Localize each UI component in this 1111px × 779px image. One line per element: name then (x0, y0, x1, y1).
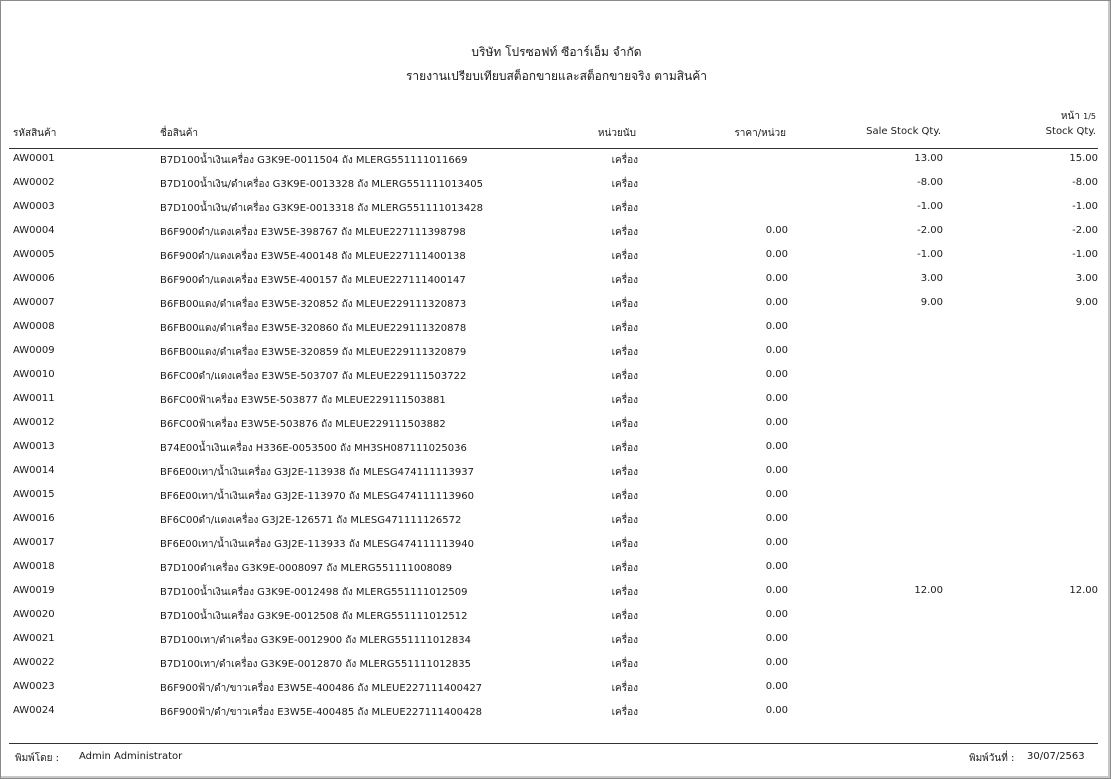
item-price: 0.00 (765, 633, 788, 644)
item-unit: เครื่อง (611, 611, 638, 622)
table-row (1, 345, 1111, 369)
item-name: B6F900ดำ/แดงเครื่อง E3W5E-400148 ถัง MLEUE227111400138 (160, 251, 466, 262)
item-name: B6F900ดำ/แดงเครื่อง E3W5E-400157 ถัง MLEUE227111400147 (160, 275, 466, 286)
item-sale-qty: 9.00 (920, 297, 943, 308)
item-name: B74E00น้ำเงินเครื่อง H336E-0053500 ถัง MH3SH087111025036 (160, 443, 467, 454)
item-unit: เครื่อง (611, 347, 638, 358)
item-price: 0.00 (765, 561, 788, 572)
item-code: AW0020 (13, 609, 55, 620)
item-price: 0.00 (765, 369, 788, 380)
table-row (1, 537, 1111, 561)
table-row (1, 561, 1111, 585)
item-stock-qty: 15.00 (1069, 153, 1098, 164)
item-price: 0.00 (765, 513, 788, 524)
col-header-stock-qty: Stock Qty. (1045, 126, 1096, 137)
item-unit: เครื่อง (611, 371, 638, 382)
table-row (1, 201, 1111, 225)
item-name: B7D100น้ำเงินเครื่อง G3K9E-0012498 ถัง MLERG551111012509 (160, 587, 468, 598)
item-unit: เครื่อง (611, 659, 638, 670)
item-price: 0.00 (765, 249, 788, 260)
item-price: 0.00 (765, 489, 788, 500)
item-name: B6F900ฟ้า/ดำ/ขาวเครื่อง E3W5E-400485 ถัง MLEUE227111400428 (160, 707, 483, 718)
item-unit: เครื่อง (611, 203, 638, 214)
header-divider (9, 148, 1098, 149)
item-code: AW0014 (13, 465, 55, 476)
item-price: 0.00 (765, 441, 788, 452)
table-row (1, 225, 1111, 249)
item-unit: เครื่อง (611, 707, 638, 718)
item-stock-qty: 9.00 (1075, 297, 1098, 308)
item-unit: เครื่อง (611, 683, 638, 694)
item-unit: เครื่อง (611, 419, 638, 430)
table-row (1, 633, 1111, 657)
item-code: AW0007 (13, 297, 55, 308)
item-stock-qty: -1.00 (1072, 249, 1098, 260)
item-name: BF6E00เทา/น้ำเงินเครื่อง G3J2E-113938 ถัง MLESG474111113937 (160, 467, 474, 478)
item-code: AW0015 (13, 489, 55, 500)
table-row (1, 273, 1111, 297)
item-unit: เครื่อง (611, 443, 638, 454)
item-price: 0.00 (765, 393, 788, 404)
printed-date-value: 30/07/2563 (1027, 751, 1085, 762)
item-unit: เครื่อง (611, 323, 638, 334)
item-unit: เครื่อง (611, 251, 638, 262)
col-header-code: รหัสสินค้า (13, 128, 57, 139)
item-name: B6FC00ฟ้าเครื่อง E3W5E-503877 ถัง MLEUE229111503881 (160, 395, 446, 406)
table-row (1, 417, 1111, 441)
item-unit: เครื่อง (611, 539, 638, 550)
item-stock-qty: 12.00 (1069, 585, 1098, 596)
item-name: B7D100น้ำเงินเครื่อง G3K9E-0011504 ถัง MLERG551111011669 (160, 155, 468, 166)
item-price: 0.00 (765, 273, 788, 284)
table-row (1, 681, 1111, 705)
item-sale-qty: 12.00 (914, 585, 943, 596)
footer-divider (9, 743, 1098, 744)
item-unit: เครื่อง (611, 635, 638, 646)
item-price: 0.00 (765, 465, 788, 476)
item-code: AW0023 (13, 681, 55, 692)
item-sale-qty: 13.00 (914, 153, 943, 164)
item-unit: เครื่อง (611, 515, 638, 526)
item-unit: เครื่อง (611, 227, 638, 238)
table-row (1, 465, 1111, 489)
item-name: B7D100น้ำเงิน/ดำเครื่อง G3K9E-0013328 ถัง MLERG551111013405 (160, 179, 483, 190)
item-stock-qty: 3.00 (1075, 273, 1098, 284)
item-code: AW0003 (13, 201, 55, 212)
col-header-sale-qty: Sale Stock Qty. (866, 126, 941, 137)
page-label: หน้า (1060, 111, 1080, 122)
printed-by-label: พิมพ์โดย : (15, 753, 60, 764)
item-price: 0.00 (765, 537, 788, 548)
table-row (1, 705, 1111, 729)
table-row (1, 177, 1111, 201)
item-code: AW0011 (13, 393, 55, 404)
table-row (1, 609, 1111, 633)
item-unit: เครื่อง (611, 395, 638, 406)
page-value: 1/5 (1083, 112, 1096, 121)
table-row (1, 657, 1111, 681)
item-unit: เครื่อง (611, 299, 638, 310)
item-unit: เครื่อง (611, 467, 638, 478)
item-name: B6FB00แดง/ดำเครื่อง E3W5E-320852 ถัง MLEUE229111320873 (160, 299, 467, 310)
col-header-name: ชื่อสินค้า (160, 128, 199, 139)
item-price: 0.00 (765, 417, 788, 428)
item-name: B7D100น้ำเงิน/ดำเครื่อง G3K9E-0013318 ถัง MLERG551111013428 (160, 203, 483, 214)
item-name: BF6E00เทา/น้ำเงินเครื่อง G3J2E-113970 ถัง MLESG474111113960 (160, 491, 474, 502)
report-title: รายงานเปรียบเทียบสต็อกขายและสต็อกขายจริง ตามสินค้า (405, 69, 708, 83)
col-header-unit: หน่วยนับ (597, 128, 636, 139)
item-code: AW0002 (13, 177, 55, 188)
item-name: BF6C00ดำ/แดงเครื่อง G3J2E-126571 ถัง MLESG471111126572 (160, 515, 462, 526)
item-code: AW0022 (13, 657, 55, 668)
item-stock-qty: -8.00 (1072, 177, 1098, 188)
table-row (1, 513, 1111, 537)
table-row (1, 297, 1111, 321)
item-code: AW0012 (13, 417, 55, 428)
item-sale-qty: -2.00 (917, 225, 943, 236)
item-name: BF6E00เทา/น้ำเงินเครื่อง G3J2E-113933 ถัง MLESG474111113940 (160, 539, 474, 550)
company-name: บริษัท โปรซอฟท์ ซีอาร์เอ็ม จำกัด (471, 45, 642, 59)
item-sale-qty: -1.00 (917, 249, 943, 260)
item-code: AW0013 (13, 441, 55, 452)
item-name: B6FB00แดง/ดำเครื่อง E3W5E-320859 ถัง MLEUE229111320879 (160, 347, 467, 358)
item-code: AW0010 (13, 369, 55, 380)
item-unit: เครื่อง (611, 587, 638, 598)
item-sale-qty: -1.00 (917, 201, 943, 212)
item-code: AW0005 (13, 249, 55, 260)
table-row (1, 393, 1111, 417)
item-price: 0.00 (765, 297, 788, 308)
item-name: B6FB00แดง/ดำเครื่อง E3W5E-320860 ถัง MLEUE229111320878 (160, 323, 467, 334)
item-price: 0.00 (765, 225, 788, 236)
item-sale-qty: 3.00 (920, 273, 943, 284)
item-code: AW0008 (13, 321, 55, 332)
item-price: 0.00 (765, 657, 788, 668)
item-code: AW0017 (13, 537, 55, 548)
table-row (1, 321, 1111, 345)
item-name: B6F900ดำ/แดงเครื่อง E3W5E-398767 ถัง MLEUE227111398798 (160, 227, 466, 238)
item-price: 0.00 (765, 345, 788, 356)
item-unit: เครื่อง (611, 275, 638, 286)
col-header-price: ราคา/หน่วย (734, 128, 786, 139)
item-unit: เครื่อง (611, 491, 638, 502)
page-number (1061, 109, 1096, 124)
item-stock-qty: -2.00 (1072, 225, 1098, 236)
item-code: AW0001 (13, 153, 55, 164)
table-row (1, 249, 1111, 273)
table-row (1, 489, 1111, 513)
item-name: B6F900ฟ้า/ดำ/ขาวเครื่อง E3W5E-400486 ถัง MLEUE227111400427 (160, 683, 483, 694)
item-code: AW0004 (13, 225, 55, 236)
item-price: 0.00 (765, 585, 788, 596)
table-row (1, 153, 1111, 177)
item-code: AW0024 (13, 705, 55, 716)
item-sale-qty: -8.00 (917, 177, 943, 188)
item-price: 0.00 (765, 705, 788, 716)
item-code: AW0009 (13, 345, 55, 356)
item-price: 0.00 (765, 681, 788, 692)
printed-by-value: Admin Administrator (79, 751, 183, 762)
table-row (1, 585, 1111, 609)
item-price: 0.00 (765, 609, 788, 620)
printed-date-label: พิมพ์วันที่ : (969, 753, 1015, 764)
item-unit: เครื่อง (611, 155, 638, 166)
table-row (1, 441, 1111, 465)
item-code: AW0006 (13, 273, 55, 284)
item-code: AW0018 (13, 561, 55, 572)
item-name: B6FC00ฟ้าเครื่อง E3W5E-503876 ถัง MLEUE229111503882 (160, 419, 446, 430)
item-name: B6FC00ดำ/แดงเครื่อง E3W5E-503707 ถัง MLEUE229111503722 (160, 371, 467, 382)
item-unit: เครื่อง (611, 563, 638, 574)
item-code: AW0021 (13, 633, 55, 644)
item-code: AW0016 (13, 513, 55, 524)
item-name: B7D100ดำเครื่อง G3K9E-0008097 ถัง MLERG551111008089 (160, 563, 453, 574)
item-code: AW0019 (13, 585, 55, 596)
item-name: B7D100น้ำเงินเครื่อง G3K9E-0012508 ถัง MLERG551111012512 (160, 611, 468, 622)
item-name: B7D100เทา/ดำเครื่อง G3K9E-0012900 ถัง MLERG551111012834 (160, 635, 472, 646)
item-stock-qty: -1.00 (1072, 201, 1098, 212)
item-name: B7D100เทา/ดำเครื่อง G3K9E-0012870 ถัง MLERG551111012835 (160, 659, 472, 670)
item-unit: เครื่อง (611, 179, 638, 190)
item-price: 0.00 (765, 321, 788, 332)
table-row (1, 369, 1111, 393)
